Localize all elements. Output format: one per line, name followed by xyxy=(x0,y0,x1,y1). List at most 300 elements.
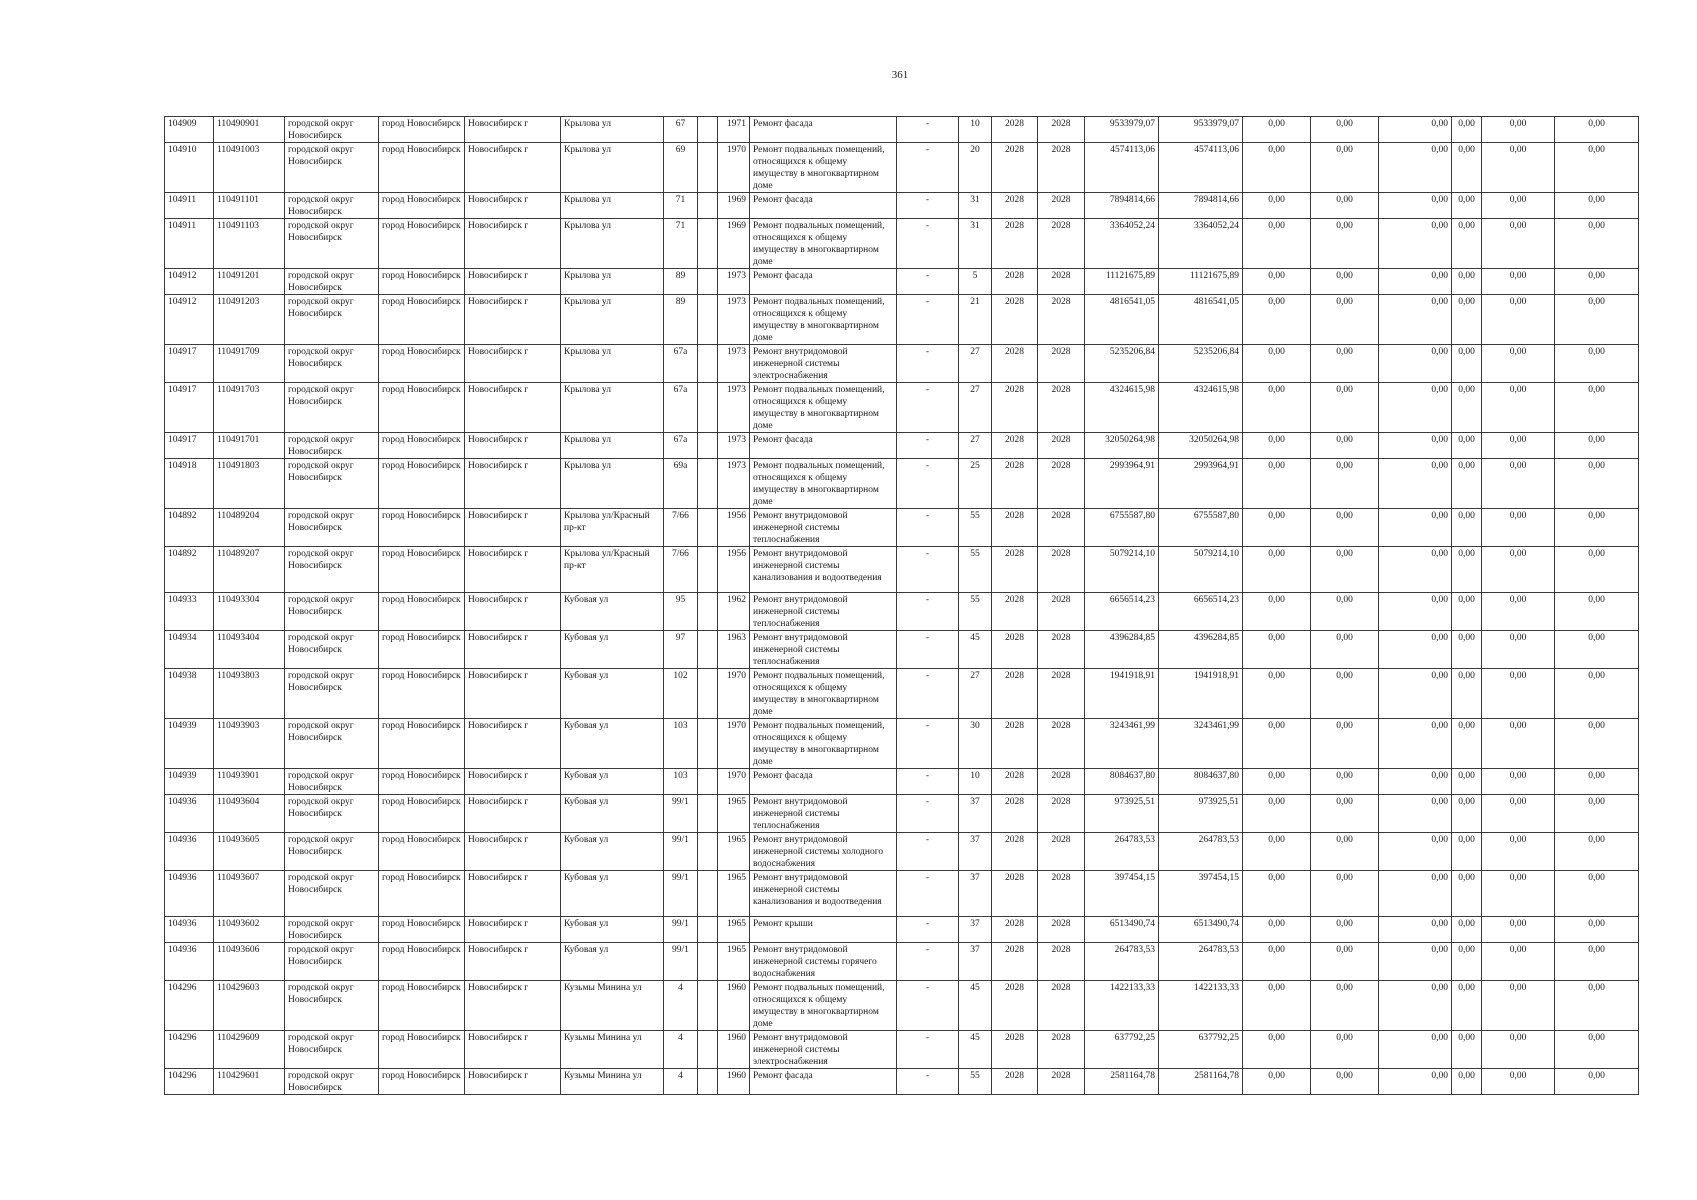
cell-locality: Новосибирск г xyxy=(465,631,561,669)
cell-year-built: 1965 xyxy=(718,943,750,981)
cell-total-cost: 2581164,78 xyxy=(1085,1069,1159,1095)
cell-house-number: 89 xyxy=(664,269,698,295)
cell-cost-local: 0,00 xyxy=(1379,719,1452,769)
cell-cost-reserve: 0,00 xyxy=(1555,795,1639,833)
cell-locality: Новосибирск г xyxy=(465,509,561,547)
cell-cost-regional: 0,00 xyxy=(1311,631,1379,669)
cell-cost-reserve: 0,00 xyxy=(1555,833,1639,871)
cell-cost-other: 0,00 xyxy=(1482,219,1555,269)
cell-record-id: 104917 xyxy=(165,345,214,383)
cell-unit: - xyxy=(897,669,959,719)
table-row xyxy=(165,719,1639,769)
cell-cost-reserve: 0,00 xyxy=(1555,433,1639,459)
cell-total-cost: 4396284,85 xyxy=(1085,631,1159,669)
cell-total-cost: 9533979,07 xyxy=(1085,117,1159,143)
cell-cost-owners: 0,00 xyxy=(1452,193,1482,219)
cell-house-number: 97 xyxy=(664,631,698,669)
cell-cost-reserve: 0,00 xyxy=(1555,669,1639,719)
cell-street: Кубовая ул xyxy=(561,769,664,795)
cell-house-number: 103 xyxy=(664,769,698,795)
cell-cost-regional: 0,00 xyxy=(1311,871,1379,917)
cell-house-number: 67а xyxy=(664,345,698,383)
cell-year-end: 2028 xyxy=(1038,117,1085,143)
table-row xyxy=(165,509,1639,547)
cell-work-type: Ремонт крыши xyxy=(750,917,897,943)
cell-cost-other: 0,00 xyxy=(1482,669,1555,719)
cell-cost-owners: 0,00 xyxy=(1452,345,1482,383)
cell-building-letter xyxy=(698,383,718,433)
cell-work-type: Ремонт подвальных помещений, относящихся к общему имуществу в многоквартирном доме xyxy=(750,383,897,433)
cell-unit: - xyxy=(897,833,959,871)
cell-year-built: 1973 xyxy=(718,295,750,345)
cell-street: Кубовая ул xyxy=(561,795,664,833)
cell-wear-percent: 45 xyxy=(959,1031,992,1069)
cell-object-code: 110493404 xyxy=(214,631,285,669)
cell-wear-percent: 45 xyxy=(959,631,992,669)
cell-municipal-district: городской округ Новосибирск xyxy=(285,769,379,795)
cell-total-cost: 3243461,99 xyxy=(1085,719,1159,769)
cell-cost-reserve: 0,00 xyxy=(1555,383,1639,433)
cell-cost-capital-fund: 4396284,85 xyxy=(1159,631,1243,669)
cell-cost-owners: 0,00 xyxy=(1452,547,1482,593)
cell-object-code: 110491701 xyxy=(214,433,285,459)
cell-object-code: 110489204 xyxy=(214,509,285,547)
cell-object-code: 110429601 xyxy=(214,1069,285,1095)
cell-object-code: 110491003 xyxy=(214,143,285,193)
cell-object-code: 110490901 xyxy=(214,117,285,143)
cell-cost-owners: 0,00 xyxy=(1452,383,1482,433)
cell-municipal-district: городской округ Новосибирск xyxy=(285,631,379,669)
cell-year-end: 2028 xyxy=(1038,917,1085,943)
cell-total-cost: 4574113,06 xyxy=(1085,143,1159,193)
cell-house-number: 99/1 xyxy=(664,795,698,833)
cell-cost-reserve: 0,00 xyxy=(1555,981,1639,1031)
cell-cost-other: 0,00 xyxy=(1482,769,1555,795)
table-row xyxy=(165,459,1639,509)
cell-total-cost: 4816541,05 xyxy=(1085,295,1159,345)
cell-wear-percent: 45 xyxy=(959,981,992,1031)
cell-cost-regional: 0,00 xyxy=(1311,1069,1379,1095)
cell-cost-federal: 0,00 xyxy=(1243,383,1311,433)
cell-year-start: 2028 xyxy=(992,769,1038,795)
cell-cost-owners: 0,00 xyxy=(1452,769,1482,795)
cell-cost-regional: 0,00 xyxy=(1311,833,1379,871)
cell-cost-reserve: 0,00 xyxy=(1555,943,1639,981)
cell-cost-federal: 0,00 xyxy=(1243,917,1311,943)
cell-wear-percent: 10 xyxy=(959,769,992,795)
cell-wear-percent: 31 xyxy=(959,193,992,219)
cell-wear-percent: 37 xyxy=(959,795,992,833)
cell-cost-regional: 0,00 xyxy=(1311,509,1379,547)
cell-year-start: 2028 xyxy=(992,795,1038,833)
cell-year-built: 1971 xyxy=(718,117,750,143)
cell-locality: Новосибирск г xyxy=(465,917,561,943)
cell-cost-regional: 0,00 xyxy=(1311,769,1379,795)
cell-cost-federal: 0,00 xyxy=(1243,631,1311,669)
cell-cost-capital-fund: 8084637,80 xyxy=(1159,769,1243,795)
cell-cost-regional: 0,00 xyxy=(1311,981,1379,1031)
cell-cost-other: 0,00 xyxy=(1482,833,1555,871)
cell-cost-capital-fund: 32050264,98 xyxy=(1159,433,1243,459)
cell-municipal-district: городской округ Новосибирск xyxy=(285,669,379,719)
cell-wear-percent: 25 xyxy=(959,459,992,509)
cell-cost-other: 0,00 xyxy=(1482,433,1555,459)
cell-year-built: 1973 xyxy=(718,459,750,509)
cell-year-start: 2028 xyxy=(992,593,1038,631)
cell-year-start: 2028 xyxy=(992,345,1038,383)
cell-cost-other: 0,00 xyxy=(1482,117,1555,143)
cell-street: Крылова ул xyxy=(561,117,664,143)
cell-year-start: 2028 xyxy=(992,459,1038,509)
cell-object-code: 110493606 xyxy=(214,943,285,981)
cell-cost-other: 0,00 xyxy=(1482,143,1555,193)
cell-cost-other: 0,00 xyxy=(1482,383,1555,433)
cell-settlement: город Новосибирск xyxy=(379,769,465,795)
cell-object-code: 110493607 xyxy=(214,871,285,917)
cell-cost-other: 0,00 xyxy=(1482,1069,1555,1095)
cell-cost-capital-fund: 3243461,99 xyxy=(1159,719,1243,769)
cell-street: Кузьмы Минина ул xyxy=(561,1069,664,1095)
cell-cost-federal: 0,00 xyxy=(1243,795,1311,833)
cell-building-letter xyxy=(698,117,718,143)
cell-year-built: 1969 xyxy=(718,219,750,269)
cell-year-start: 2028 xyxy=(992,219,1038,269)
cell-cost-reserve: 0,00 xyxy=(1555,871,1639,917)
cell-building-letter xyxy=(698,509,718,547)
cell-settlement: город Новосибирск xyxy=(379,509,465,547)
cell-settlement: город Новосибирск xyxy=(379,631,465,669)
cell-cost-other: 0,00 xyxy=(1482,593,1555,631)
cell-cost-regional: 0,00 xyxy=(1311,143,1379,193)
cell-cost-capital-fund: 9533979,07 xyxy=(1159,117,1243,143)
cell-unit: - xyxy=(897,1031,959,1069)
cell-object-code: 110491103 xyxy=(214,219,285,269)
cell-total-cost: 32050264,98 xyxy=(1085,433,1159,459)
cell-work-type: Ремонт подвальных помещений, относящихся к общему имуществу в многоквартирном доме xyxy=(750,295,897,345)
cell-settlement: город Новосибирск xyxy=(379,459,465,509)
cell-cost-owners: 0,00 xyxy=(1452,509,1482,547)
cell-building-letter xyxy=(698,219,718,269)
cell-cost-capital-fund: 6755587,80 xyxy=(1159,509,1243,547)
cell-wear-percent: 37 xyxy=(959,943,992,981)
cell-building-letter xyxy=(698,833,718,871)
cell-cost-owners: 0,00 xyxy=(1452,295,1482,345)
cell-cost-federal: 0,00 xyxy=(1243,871,1311,917)
cell-cost-local: 0,00 xyxy=(1379,269,1452,295)
cell-building-letter xyxy=(698,631,718,669)
cell-cost-reserve: 0,00 xyxy=(1555,769,1639,795)
cell-locality: Новосибирск г xyxy=(465,871,561,917)
cell-cost-other: 0,00 xyxy=(1482,719,1555,769)
cell-year-end: 2028 xyxy=(1038,143,1085,193)
cell-work-type: Ремонт подвальных помещений, относящихся к общему имуществу в многоквартирном доме xyxy=(750,669,897,719)
cell-unit: - xyxy=(897,117,959,143)
cell-street: Крылова ул xyxy=(561,295,664,345)
cell-locality: Новосибирск г xyxy=(465,383,561,433)
cell-total-cost: 264783,53 xyxy=(1085,943,1159,981)
cell-street: Крылова ул xyxy=(561,383,664,433)
cell-year-end: 2028 xyxy=(1038,383,1085,433)
cell-cost-regional: 0,00 xyxy=(1311,1031,1379,1069)
cell-cost-other: 0,00 xyxy=(1482,269,1555,295)
cell-year-end: 2028 xyxy=(1038,833,1085,871)
cell-year-start: 2028 xyxy=(992,433,1038,459)
cell-cost-capital-fund: 1422133,33 xyxy=(1159,981,1243,1031)
cell-settlement: город Новосибирск xyxy=(379,719,465,769)
cell-settlement: город Новосибирск xyxy=(379,593,465,631)
cell-house-number: 4 xyxy=(664,981,698,1031)
cell-locality: Новосибирск г xyxy=(465,719,561,769)
cell-cost-other: 0,00 xyxy=(1482,631,1555,669)
cell-work-type: Ремонт фасада xyxy=(750,117,897,143)
table-row xyxy=(165,917,1639,943)
cell-cost-federal: 0,00 xyxy=(1243,459,1311,509)
cell-unit: - xyxy=(897,509,959,547)
cell-street: Кубовая ул xyxy=(561,917,664,943)
cell-work-type: Ремонт внутридомовой инженерной системы теплоснабжения xyxy=(750,509,897,547)
cell-street: Кубовая ул xyxy=(561,871,664,917)
cell-street: Кубовая ул xyxy=(561,593,664,631)
cell-object-code: 110429603 xyxy=(214,981,285,1031)
cell-work-type: Ремонт фасада xyxy=(750,269,897,295)
cell-municipal-district: городской округ Новосибирск xyxy=(285,433,379,459)
cell-settlement: город Новосибирск xyxy=(379,669,465,719)
cell-work-type: Ремонт внутридомовой инженерной системы теплоснабжения xyxy=(750,631,897,669)
cell-cost-reserve: 0,00 xyxy=(1555,295,1639,345)
cell-record-id: 104933 xyxy=(165,593,214,631)
cell-work-type: Ремонт внутридомовой инженерной системы теплоснабжения xyxy=(750,795,897,833)
cell-cost-reserve: 0,00 xyxy=(1555,631,1639,669)
cell-locality: Новосибирск г xyxy=(465,193,561,219)
cell-year-built: 1970 xyxy=(718,143,750,193)
cell-cost-reserve: 0,00 xyxy=(1555,1069,1639,1095)
cell-cost-local: 0,00 xyxy=(1379,345,1452,383)
cell-municipal-district: городской округ Новосибирск xyxy=(285,719,379,769)
cell-work-type: Ремонт внутридомовой инженерной системы горячего водоснабжения xyxy=(750,943,897,981)
cell-house-number: 102 xyxy=(664,669,698,719)
cell-wear-percent: 21 xyxy=(959,295,992,345)
cell-cost-owners: 0,00 xyxy=(1452,833,1482,871)
cell-cost-reserve: 0,00 xyxy=(1555,1031,1639,1069)
table-row xyxy=(165,1031,1639,1069)
cell-record-id: 104917 xyxy=(165,383,214,433)
cell-building-letter xyxy=(698,269,718,295)
cell-house-number: 67а xyxy=(664,383,698,433)
cell-settlement: город Новосибирск xyxy=(379,143,465,193)
cell-unit: - xyxy=(897,547,959,593)
cell-object-code: 110491703 xyxy=(214,383,285,433)
cell-cost-owners: 0,00 xyxy=(1452,1069,1482,1095)
cell-year-start: 2028 xyxy=(992,1031,1038,1069)
cell-unit: - xyxy=(897,219,959,269)
cell-cost-owners: 0,00 xyxy=(1452,631,1482,669)
cell-record-id: 104936 xyxy=(165,795,214,833)
cell-cost-owners: 0,00 xyxy=(1452,1031,1482,1069)
cell-cost-capital-fund: 11121675,89 xyxy=(1159,269,1243,295)
cell-record-id: 104934 xyxy=(165,631,214,669)
cell-wear-percent: 55 xyxy=(959,593,992,631)
cell-year-built: 1962 xyxy=(718,593,750,631)
table-row xyxy=(165,383,1639,433)
cell-year-start: 2028 xyxy=(992,269,1038,295)
cell-municipal-district: городской округ Новосибирск xyxy=(285,219,379,269)
cell-settlement: город Новосибирск xyxy=(379,981,465,1031)
cell-cost-capital-fund: 264783,53 xyxy=(1159,943,1243,981)
cell-street: Крылова ул/Красный пр-кт xyxy=(561,547,664,593)
cell-street: Крылова ул xyxy=(561,219,664,269)
cell-cost-federal: 0,00 xyxy=(1243,269,1311,295)
cell-year-start: 2028 xyxy=(992,981,1038,1031)
cell-cost-federal: 0,00 xyxy=(1243,943,1311,981)
cell-wear-percent: 37 xyxy=(959,917,992,943)
table-row xyxy=(165,269,1639,295)
cell-year-end: 2028 xyxy=(1038,433,1085,459)
cell-object-code: 110491709 xyxy=(214,345,285,383)
cell-cost-reserve: 0,00 xyxy=(1555,459,1639,509)
cell-record-id: 104917 xyxy=(165,433,214,459)
cell-wear-percent: 5 xyxy=(959,269,992,295)
cell-house-number: 99/1 xyxy=(664,871,698,917)
cell-wear-percent: 55 xyxy=(959,547,992,593)
cell-year-start: 2028 xyxy=(992,1069,1038,1095)
cell-year-end: 2028 xyxy=(1038,509,1085,547)
cell-locality: Новосибирск г xyxy=(465,795,561,833)
cell-cost-regional: 0,00 xyxy=(1311,795,1379,833)
cell-building-letter xyxy=(698,1031,718,1069)
cell-house-number: 67 xyxy=(664,117,698,143)
cell-year-start: 2028 xyxy=(992,193,1038,219)
cell-municipal-district: городской округ Новосибирск xyxy=(285,193,379,219)
cell-work-type: Ремонт фасада xyxy=(750,1069,897,1095)
cell-municipal-district: городской округ Новосибирск xyxy=(285,1031,379,1069)
table-row xyxy=(165,593,1639,631)
cell-cost-regional: 0,00 xyxy=(1311,219,1379,269)
cell-cost-capital-fund: 3364052,24 xyxy=(1159,219,1243,269)
cell-total-cost: 5235206,84 xyxy=(1085,345,1159,383)
cell-year-start: 2028 xyxy=(992,547,1038,593)
cell-year-end: 2028 xyxy=(1038,269,1085,295)
cell-year-start: 2028 xyxy=(992,669,1038,719)
cell-cost-federal: 0,00 xyxy=(1243,143,1311,193)
cell-year-built: 1969 xyxy=(718,193,750,219)
cell-year-end: 2028 xyxy=(1038,345,1085,383)
cell-cost-reserve: 0,00 xyxy=(1555,547,1639,593)
cell-year-end: 2028 xyxy=(1038,1069,1085,1095)
cell-locality: Новосибирск г xyxy=(465,669,561,719)
cell-record-id: 104892 xyxy=(165,509,214,547)
table-row xyxy=(165,193,1639,219)
cell-year-end: 2028 xyxy=(1038,547,1085,593)
cell-cost-federal: 0,00 xyxy=(1243,981,1311,1031)
cell-wear-percent: 27 xyxy=(959,669,992,719)
cell-cost-local: 0,00 xyxy=(1379,1069,1452,1095)
cell-municipal-district: городской округ Новосибирск xyxy=(285,981,379,1031)
cell-year-end: 2028 xyxy=(1038,193,1085,219)
cell-cost-capital-fund: 637792,25 xyxy=(1159,1031,1243,1069)
cell-work-type: Ремонт фасада xyxy=(750,193,897,219)
cell-cost-capital-fund: 2993964,91 xyxy=(1159,459,1243,509)
cell-unit: - xyxy=(897,719,959,769)
cell-municipal-district: городской округ Новосибирск xyxy=(285,383,379,433)
cell-locality: Новосибирск г xyxy=(465,833,561,871)
cell-cost-other: 0,00 xyxy=(1482,871,1555,917)
cell-locality: Новосибирск г xyxy=(465,769,561,795)
cell-cost-reserve: 0,00 xyxy=(1555,593,1639,631)
cell-municipal-district: городской округ Новосибирск xyxy=(285,269,379,295)
cell-cost-reserve: 0,00 xyxy=(1555,219,1639,269)
cell-cost-reserve: 0,00 xyxy=(1555,269,1639,295)
cell-building-letter xyxy=(698,345,718,383)
cell-municipal-district: городской округ Новосибирск xyxy=(285,871,379,917)
cell-object-code: 110491101 xyxy=(214,193,285,219)
cell-locality: Новосибирск г xyxy=(465,269,561,295)
cell-locality: Новосибирск г xyxy=(465,219,561,269)
cell-unit: - xyxy=(897,383,959,433)
cell-building-letter xyxy=(698,143,718,193)
cell-cost-owners: 0,00 xyxy=(1452,593,1482,631)
cell-cost-owners: 0,00 xyxy=(1452,433,1482,459)
cell-record-id: 104939 xyxy=(165,769,214,795)
cell-municipal-district: городской округ Новосибирск xyxy=(285,943,379,981)
cell-building-letter xyxy=(698,547,718,593)
cell-settlement: город Новосибирск xyxy=(379,917,465,943)
cell-cost-reserve: 0,00 xyxy=(1555,509,1639,547)
cell-building-letter xyxy=(698,795,718,833)
cell-street: Кубовая ул xyxy=(561,943,664,981)
cell-cost-owners: 0,00 xyxy=(1452,669,1482,719)
cell-year-built: 1960 xyxy=(718,1069,750,1095)
cell-house-number: 103 xyxy=(664,719,698,769)
cell-cost-capital-fund: 7894814,66 xyxy=(1159,193,1243,219)
cell-cost-federal: 0,00 xyxy=(1243,1031,1311,1069)
cell-municipal-district: городской округ Новосибирск xyxy=(285,1069,379,1095)
table-row xyxy=(165,143,1639,193)
cell-year-built: 1973 xyxy=(718,383,750,433)
cell-settlement: город Новосибирск xyxy=(379,193,465,219)
cell-cost-other: 0,00 xyxy=(1482,193,1555,219)
cell-unit: - xyxy=(897,1069,959,1095)
cell-wear-percent: 37 xyxy=(959,871,992,917)
cell-year-start: 2028 xyxy=(992,943,1038,981)
cell-cost-other: 0,00 xyxy=(1482,917,1555,943)
cell-year-built: 1970 xyxy=(718,669,750,719)
cell-building-letter xyxy=(698,769,718,795)
cell-cost-local: 0,00 xyxy=(1379,117,1452,143)
cell-locality: Новосибирск г xyxy=(465,433,561,459)
cell-work-type: Ремонт фасада xyxy=(750,433,897,459)
cell-settlement: город Новосибирск xyxy=(379,795,465,833)
cell-year-end: 2028 xyxy=(1038,669,1085,719)
cell-house-number: 71 xyxy=(664,193,698,219)
cell-cost-capital-fund: 397454,15 xyxy=(1159,871,1243,917)
cell-object-code: 110493602 xyxy=(214,917,285,943)
cell-municipal-district: городской округ Новосибирск xyxy=(285,917,379,943)
cell-cost-local: 0,00 xyxy=(1379,769,1452,795)
cell-municipal-district: городской округ Новосибирск xyxy=(285,117,379,143)
cell-street: Крылова ул xyxy=(561,143,664,193)
cell-settlement: город Новосибирск xyxy=(379,871,465,917)
cell-year-start: 2028 xyxy=(992,509,1038,547)
cell-cost-owners: 0,00 xyxy=(1452,719,1482,769)
cell-street: Кубовая ул xyxy=(561,719,664,769)
cell-year-built: 1973 xyxy=(718,433,750,459)
table-row xyxy=(165,345,1639,383)
cell-year-built: 1973 xyxy=(718,345,750,383)
cell-record-id: 104936 xyxy=(165,871,214,917)
cell-cost-local: 0,00 xyxy=(1379,669,1452,719)
table-row xyxy=(165,631,1639,669)
cell-house-number: 95 xyxy=(664,593,698,631)
